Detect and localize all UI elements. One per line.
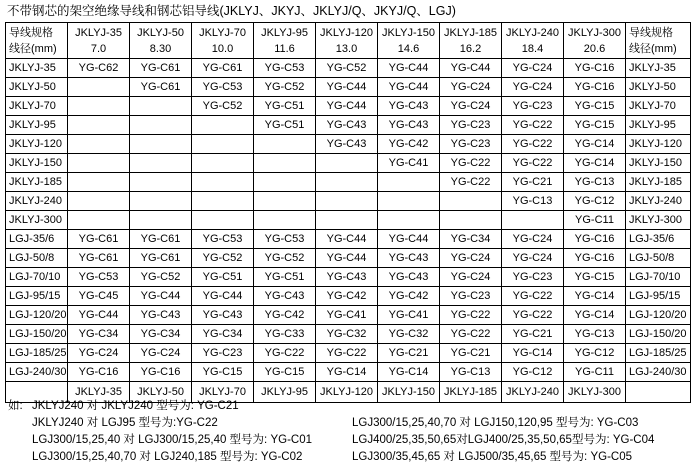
spec-label: 导线规格 xyxy=(629,26,673,39)
connector-model-cell: YG-C41 xyxy=(316,306,378,325)
connector-model-cell xyxy=(192,154,254,173)
table-row xyxy=(6,154,691,173)
connector-model-cell: YG-C44 xyxy=(192,287,254,306)
connector-model-cell: YG-C15 xyxy=(564,97,626,116)
footer-column-label: JKLYJ-70 xyxy=(192,382,254,403)
diameter-label: 线径(mm) xyxy=(9,42,57,55)
connector-model-cell: YG-C23 xyxy=(502,97,564,116)
note-text: LGJ300/15,25,40,70 对 LGJ240,185 型号为: YG-C02 xyxy=(32,451,303,463)
connector-model-cell xyxy=(254,173,316,192)
connector-model-cell: YG-C53 xyxy=(68,268,130,287)
connector-model-cell: YG-C52 xyxy=(130,268,192,287)
note-prefix xyxy=(8,415,32,432)
connector-model-cell: YG-C21 xyxy=(502,325,564,344)
connector-model-cell: YG-C15 xyxy=(564,268,626,287)
connector-model-cell xyxy=(130,135,192,154)
note-line xyxy=(8,398,690,415)
connector-model-cell: YG-C34 xyxy=(440,230,502,249)
connector-model-cell xyxy=(378,211,440,230)
row-label: LGJ-240/30 xyxy=(6,363,68,382)
connector-model-cell: YG-C43 xyxy=(254,287,316,306)
connector-model-cell: YG-C42 xyxy=(254,306,316,325)
connector-model-cell: YG-C42 xyxy=(316,287,378,306)
note-text: LGJ400/25,35,50,65对LGJ400/25,35,50,65型号为: YG-C04 xyxy=(352,434,655,446)
row-label: JKLYJ-70 xyxy=(6,97,68,116)
connector-model-cell: YG-C23 xyxy=(192,344,254,363)
table-row xyxy=(6,249,691,268)
connector-model-cell: YG-C22 xyxy=(440,306,502,325)
connector-model-cell xyxy=(68,211,130,230)
row-label: JKLYJ-150 xyxy=(6,154,68,173)
row-label: JKLYJ-95 xyxy=(626,116,691,135)
connector-model-cell: YG-C23 xyxy=(440,135,502,154)
connector-model-cell: YG-C51 xyxy=(254,116,316,135)
connector-model-cell: YG-C16 xyxy=(130,363,192,382)
row-label: JKLYJ-50 xyxy=(6,78,68,97)
table-header xyxy=(6,23,691,59)
spec-label: 导线规格 xyxy=(9,26,53,39)
column-diameter: 13.0 xyxy=(335,42,358,55)
connector-model-cell: YG-C16 xyxy=(564,249,626,268)
connector-model-cell: YG-C24 xyxy=(440,249,502,268)
connector-model-cell: YG-C34 xyxy=(130,325,192,344)
row-label: LGJ-35/6 xyxy=(626,230,691,249)
connector-model-cell: YG-C14 xyxy=(564,306,626,325)
connector-model-cell xyxy=(130,154,192,173)
connector-model-cell: YG-C14 xyxy=(502,344,564,363)
connector-model-cell: YG-C21 xyxy=(502,173,564,192)
connector-model-cell xyxy=(68,173,130,192)
table-row xyxy=(6,344,691,363)
connector-model-cell: YG-C14 xyxy=(564,135,626,154)
connector-model-cell: YG-C24 xyxy=(502,230,564,249)
wire-connector-table xyxy=(5,22,691,403)
connector-model-cell: YG-C22 xyxy=(316,344,378,363)
connector-model-cell: YG-C62 xyxy=(68,59,130,78)
connector-model-cell: YG-C44 xyxy=(378,59,440,78)
note-prefix xyxy=(8,449,32,466)
connector-model-cell: YG-C61 xyxy=(130,249,192,268)
row-label: JKLYJ-185 xyxy=(626,173,691,192)
connector-model-cell: YG-C43 xyxy=(378,97,440,116)
connector-model-cell: YG-C24 xyxy=(440,97,502,116)
table-row xyxy=(6,173,691,192)
connector-model-cell: YG-C32 xyxy=(316,325,378,344)
connector-model-cell: YG-C61 xyxy=(130,230,192,249)
column-diameter: 7.0 xyxy=(90,42,107,55)
connector-model-cell: YG-C44 xyxy=(378,78,440,97)
row-label: JKLYJ-95 xyxy=(6,116,68,135)
connector-model-cell: YG-C13 xyxy=(440,363,502,382)
column-model: JKLYJ-50 xyxy=(137,26,184,39)
row-label: JKLYJ-300 xyxy=(626,211,691,230)
connector-model-cell: YG-C44 xyxy=(316,249,378,268)
connector-model-cell: YG-C22 xyxy=(502,154,564,173)
note-text: JKLYJ240 对 LGJ95 型号为:YG-C22 xyxy=(32,417,218,429)
connector-model-cell xyxy=(378,173,440,192)
table-row xyxy=(6,268,691,287)
connector-model-cell: YG-C53 xyxy=(192,78,254,97)
connector-model-cell: YG-C24 xyxy=(502,249,564,268)
connector-model-cell: YG-C16 xyxy=(564,230,626,249)
connector-model-cell xyxy=(192,116,254,135)
connector-model-cell: YG-C44 xyxy=(316,230,378,249)
connector-model-cell xyxy=(130,116,192,135)
row-label: JKLYJ-35 xyxy=(6,59,68,78)
table-row xyxy=(6,78,691,97)
connector-model-cell: YG-C61 xyxy=(130,59,192,78)
connector-model-cell: YG-C43 xyxy=(378,268,440,287)
connector-model-cell: YG-C51 xyxy=(192,268,254,287)
column-diameter: 11.6 xyxy=(274,42,295,55)
corner-header xyxy=(6,23,68,59)
connector-model-cell: YG-C61 xyxy=(192,59,254,78)
page-title: 不带钢芯的架空绝缘导线和钢芯铝导线(JKLYJ、JKYJ、JKLYJ/Q、JKYJ/Q、LGJ) xyxy=(7,4,456,18)
connector-model-cell xyxy=(130,97,192,116)
column-diameter: 16.2 xyxy=(459,42,482,55)
column-model: JKLYJ-300 xyxy=(568,26,621,39)
column-header xyxy=(378,23,440,59)
connector-model-cell: YG-C52 xyxy=(254,249,316,268)
row-label: LGJ-120/20 xyxy=(6,306,68,325)
footer-column-label: JKLYJ-240 xyxy=(502,382,564,403)
connector-model-cell: YG-C52 xyxy=(316,59,378,78)
connector-model-cell: YG-C24 xyxy=(502,78,564,97)
connector-model-cell: YG-C16 xyxy=(564,59,626,78)
table-row xyxy=(6,116,691,135)
connector-model-cell: YG-C23 xyxy=(440,116,502,135)
connector-model-cell: YG-C21 xyxy=(378,344,440,363)
connector-model-cell xyxy=(192,135,254,154)
note-text: JKLYJ240 对 JKLYJ240 型号为: YG-C21 xyxy=(32,400,239,412)
row-label: LGJ-185/25 xyxy=(626,344,691,363)
connector-model-cell: YG-C12 xyxy=(502,363,564,382)
header-row xyxy=(6,23,691,59)
connector-model-cell xyxy=(68,192,130,211)
connector-model-cell: YG-C24 xyxy=(440,268,502,287)
connector-model-cell: YG-C15 xyxy=(564,116,626,135)
column-diameter: 10.0 xyxy=(211,42,234,55)
connector-model-cell: YG-C24 xyxy=(440,78,502,97)
column-diameter: 20.6 xyxy=(583,42,606,55)
connector-model-cell: YG-C32 xyxy=(378,325,440,344)
column-model: JKLYJ-150 xyxy=(382,26,435,39)
connector-model-cell: YG-C16 xyxy=(68,363,130,382)
column-header xyxy=(440,23,502,59)
table-row xyxy=(6,306,691,325)
note-prefix xyxy=(8,432,32,449)
row-label: LGJ-150/20 xyxy=(626,325,691,344)
row-label: LGJ-35/6 xyxy=(6,230,68,249)
row-label: JKLYJ-300 xyxy=(6,211,68,230)
connector-model-cell: YG-C11 xyxy=(564,363,626,382)
connector-model-cell: YG-C44 xyxy=(68,306,130,325)
column-header xyxy=(564,23,626,59)
note-text: LGJ300/15,25,40,70 对 LGJ150,120,95 型号为: YG-C03 xyxy=(352,417,639,429)
row-label: JKLYJ-185 xyxy=(6,173,68,192)
table-row xyxy=(6,230,691,249)
footer-column-label: JKLYJ-50 xyxy=(130,382,192,403)
connector-model-cell: YG-C44 xyxy=(378,230,440,249)
connector-model-cell: YG-C43 xyxy=(130,306,192,325)
column-diameter: 14.6 xyxy=(397,42,420,55)
connector-model-cell: YG-C44 xyxy=(316,78,378,97)
connector-model-cell: YG-C23 xyxy=(440,287,502,306)
connector-model-cell: YG-C22 xyxy=(440,154,502,173)
connector-model-cell: YG-C42 xyxy=(378,287,440,306)
note-line xyxy=(8,449,690,466)
connector-model-cell xyxy=(378,192,440,211)
connector-model-cell: YG-C13 xyxy=(564,173,626,192)
note-text: LGJ300/15,25,40 对 LGJ300/15,25,40 型号为: YG-C01 xyxy=(32,434,312,446)
connector-model-cell: YG-C23 xyxy=(502,268,564,287)
footer-column-label: JKLYJ-120 xyxy=(316,382,378,403)
connector-model-cell xyxy=(316,154,378,173)
table-row xyxy=(6,325,691,344)
connector-model-cell xyxy=(130,211,192,230)
connector-model-cell: YG-C14 xyxy=(564,154,626,173)
column-header xyxy=(254,23,316,59)
column-header xyxy=(502,23,564,59)
connector-model-cell: YG-C22 xyxy=(254,344,316,363)
connector-model-cell: YG-C14 xyxy=(564,287,626,306)
connector-model-cell xyxy=(316,211,378,230)
connector-model-cell: YG-C42 xyxy=(378,135,440,154)
row-label: LGJ-240/30 xyxy=(626,363,691,382)
connector-model-cell xyxy=(254,135,316,154)
footer-column-label: JKLYJ-150 xyxy=(378,382,440,403)
table-row xyxy=(6,135,691,154)
footer-column-label: JKLYJ-95 xyxy=(254,382,316,403)
connector-model-cell xyxy=(130,192,192,211)
connector-model-cell: YG-C34 xyxy=(192,325,254,344)
connector-model-cell: YG-C44 xyxy=(316,97,378,116)
column-model: JKLYJ-185 xyxy=(444,26,497,39)
connector-model-cell xyxy=(68,135,130,154)
diameter-label: 线径(mm) xyxy=(629,42,677,55)
table-row xyxy=(6,192,691,211)
connector-model-cell: YG-C51 xyxy=(254,268,316,287)
connector-model-cell: YG-C14 xyxy=(316,363,378,382)
connector-model-cell: YG-C41 xyxy=(378,306,440,325)
connector-model-cell: YG-C51 xyxy=(254,97,316,116)
row-label: JKLYJ-150 xyxy=(626,154,691,173)
row-label: JKLYJ-35 xyxy=(626,59,691,78)
table-row xyxy=(6,363,691,382)
connector-model-cell xyxy=(68,78,130,97)
connector-model-cell: YG-C22 xyxy=(440,173,502,192)
column-header xyxy=(316,23,378,59)
table-row xyxy=(6,59,691,78)
table-row xyxy=(6,211,691,230)
connector-model-cell: YG-C16 xyxy=(564,78,626,97)
column-header xyxy=(130,23,192,59)
connector-model-cell: YG-C13 xyxy=(502,192,564,211)
connector-model-cell xyxy=(192,173,254,192)
row-label: LGJ-70/10 xyxy=(6,268,68,287)
connector-model-cell: YG-C24 xyxy=(68,344,130,363)
connector-model-cell: YG-C61 xyxy=(68,230,130,249)
row-label: JKLYJ-120 xyxy=(626,135,691,154)
corner-header xyxy=(626,23,691,59)
connector-model-cell xyxy=(502,211,564,230)
footer-column-label: JKLYJ-300 xyxy=(564,382,626,403)
connector-model-cell: YG-C43 xyxy=(192,306,254,325)
connector-model-cell: YG-C43 xyxy=(378,116,440,135)
connector-model-cell: YG-C44 xyxy=(440,59,502,78)
row-label: JKLYJ-70 xyxy=(626,97,691,116)
column-model: JKLYJ-35 xyxy=(75,26,122,39)
connector-model-cell xyxy=(68,154,130,173)
table-body xyxy=(6,59,691,382)
connector-model-cell xyxy=(130,173,192,192)
connector-model-cell: YG-C41 xyxy=(378,154,440,173)
connector-model-cell: YG-C22 xyxy=(502,135,564,154)
connector-model-cell: YG-C22 xyxy=(502,116,564,135)
connector-model-cell xyxy=(68,97,130,116)
connector-model-cell xyxy=(68,116,130,135)
connector-model-cell: YG-C43 xyxy=(378,249,440,268)
connector-model-cell: YG-C22 xyxy=(502,287,564,306)
column-model: JKLYJ-120 xyxy=(320,26,373,39)
connector-model-cell xyxy=(192,211,254,230)
row-label: JKLYJ-120 xyxy=(6,135,68,154)
column-model: JKLYJ-240 xyxy=(506,26,559,39)
note-text xyxy=(352,398,690,415)
connector-model-cell: YG-C45 xyxy=(68,287,130,306)
row-label: LGJ-185/25 xyxy=(6,344,68,363)
row-label: LGJ-150/20 xyxy=(6,325,68,344)
connector-model-cell: YG-C52 xyxy=(254,78,316,97)
table-row xyxy=(6,287,691,306)
connector-model-cell: YG-C53 xyxy=(192,230,254,249)
connector-model-cell: YG-C12 xyxy=(564,192,626,211)
note-prefix: 如: xyxy=(8,400,23,412)
connector-model-cell: YG-C14 xyxy=(378,363,440,382)
connector-model-cell xyxy=(254,211,316,230)
connector-model-cell: YG-C15 xyxy=(254,363,316,382)
row-label: LGJ-95/15 xyxy=(626,287,691,306)
connector-model-cell xyxy=(254,192,316,211)
connector-model-cell: YG-C33 xyxy=(254,325,316,344)
connector-model-cell: YG-C43 xyxy=(316,116,378,135)
row-label: LGJ-50/8 xyxy=(626,249,691,268)
note-text: LGJ300/35,45,65 对 LGJ500/35,45,65 型号为: YG-C05 xyxy=(352,451,632,463)
connector-model-cell xyxy=(440,192,502,211)
column-header xyxy=(192,23,254,59)
connector-model-cell: YG-C15 xyxy=(192,363,254,382)
row-label: JKLYJ-240 xyxy=(6,192,68,211)
connector-model-cell: YG-C34 xyxy=(68,325,130,344)
column-model: JKLYJ-95 xyxy=(261,26,308,39)
row-label: LGJ-95/15 xyxy=(6,287,68,306)
footer-column-label: JKLYJ-35 xyxy=(68,382,130,403)
column-diameter: 8.30 xyxy=(149,42,172,55)
row-label: LGJ-70/10 xyxy=(626,268,691,287)
column-model: JKLYJ-70 xyxy=(199,26,246,39)
connector-model-cell: YG-C22 xyxy=(502,306,564,325)
connector-model-cell: YG-C44 xyxy=(130,287,192,306)
connector-model-cell: YG-C53 xyxy=(254,230,316,249)
note-line xyxy=(8,432,690,449)
connector-model-cell xyxy=(316,192,378,211)
table-row xyxy=(6,97,691,116)
column-header xyxy=(68,23,130,59)
row-label: JKLYJ-50 xyxy=(626,78,691,97)
connector-model-cell: YG-C43 xyxy=(316,135,378,154)
column-diameter: 18.4 xyxy=(521,42,544,55)
connector-model-cell xyxy=(192,192,254,211)
connector-model-cell: YG-C22 xyxy=(440,325,502,344)
connector-model-cell xyxy=(254,154,316,173)
row-label: JKLYJ-240 xyxy=(626,192,691,211)
connector-model-cell: YG-C61 xyxy=(130,78,192,97)
connector-model-cell: YG-C21 xyxy=(440,344,502,363)
notes-section xyxy=(8,398,690,466)
connector-model-cell xyxy=(440,211,502,230)
connector-model-cell: YG-C61 xyxy=(68,249,130,268)
connector-model-cell: YG-C12 xyxy=(564,344,626,363)
connector-model-cell: YG-C24 xyxy=(130,344,192,363)
footer-column-label: JKLYJ-185 xyxy=(440,382,502,403)
connector-model-cell: YG-C24 xyxy=(502,59,564,78)
connector-model-cell: YG-C53 xyxy=(254,59,316,78)
note-line xyxy=(8,415,690,432)
connector-model-cell xyxy=(316,173,378,192)
row-label: LGJ-120/20 xyxy=(626,306,691,325)
row-label: LGJ-50/8 xyxy=(6,249,68,268)
connector-model-cell: YG-C52 xyxy=(192,249,254,268)
connector-model-cell: YG-C13 xyxy=(564,325,626,344)
connector-model-cell: YG-C52 xyxy=(192,97,254,116)
connector-model-cell: YG-C43 xyxy=(316,268,378,287)
connector-model-cell: YG-C11 xyxy=(564,211,626,230)
